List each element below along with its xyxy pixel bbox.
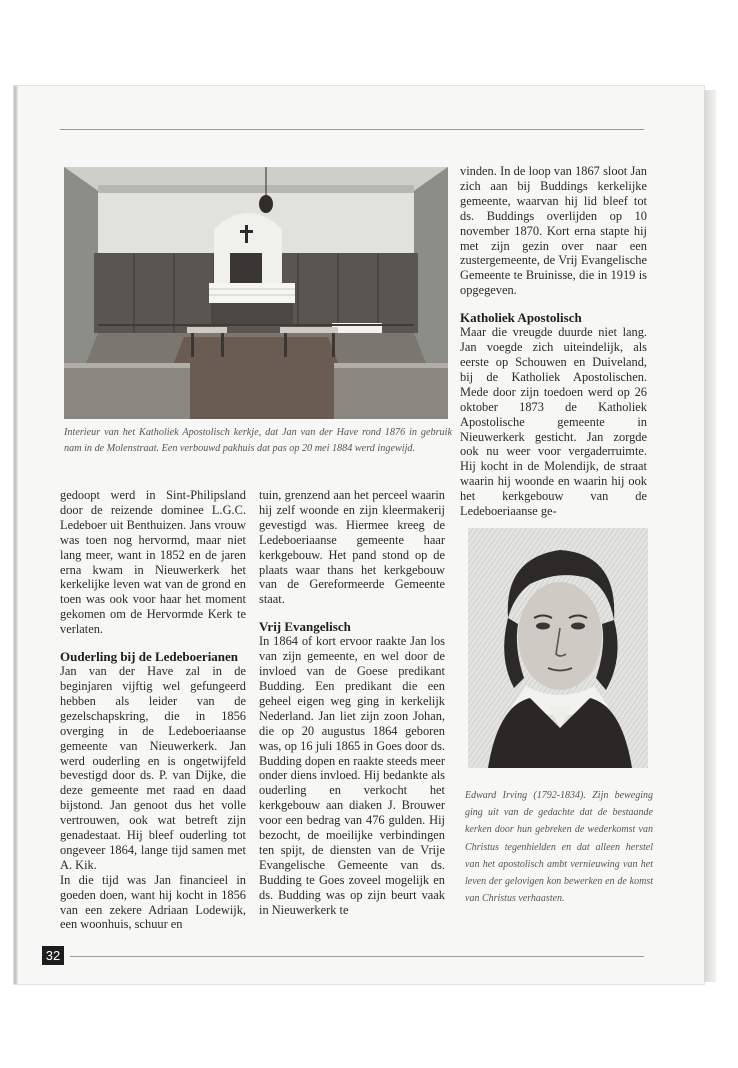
paragraph: Jan van der Have zal in de beginjaren vijftig wel gefungeerd hebben als leider van de gezelschapskring, die in 1856 overging in de Ledeboeriaanse gemeente van Nieuwerkerk. Jan werd ouderling en is ongetwijfeld bevestigd door ds. P. van Dijke, die deze gemeente met raad en daad bijstond. Jan genoot dus het volle vertrouwen, ook wat betreft zijn genadestaat. Hij bleef ouderling tot ongeveer 1864, lange tijd samen met A. Kik. [60, 664, 246, 872]
paragraph: vinden. In de loop van 1867 sloot Jan zich aan bij Buddings kerkelijke gemeente, waarvan hij lid bleef tot ds. Buddings overlijden op 10 november 1870. Kort erna stapte hij met zijn gezin over naar een zustergemeente, de Vrij Evangelische Gemeente te Bruinisse, die in 1919 is opgegeven. [460, 164, 647, 298]
paragraph: In die tijd was Jan financieel in goeden doen, want hij kocht in 1856 van een zekere Adriaan Lodewijk, een woonhuis, schuur en [60, 872, 246, 932]
church-interior-photo [64, 167, 448, 419]
text-column-3 [460, 164, 647, 519]
text-column-1 [60, 488, 246, 932]
page-edge [704, 90, 716, 982]
page-spine [14, 86, 18, 984]
section-heading: Katholiek Apostolisch [460, 310, 582, 326]
edward-irving-portrait [468, 528, 648, 768]
paragraph: gedoopt werd in Sint-Philipsland door de reizende dominee L.G.C. Ledeboer uit Benthuizen. Jans vrouw was toen nog hervormd, maar niet lang meer, want in 1852 en de jaren erna kwam in Nieuwerkerk het kerkelijke leven wat van de grond en toen was ook voor haar het moment gekomen om de Hervormde Kerk te verlaten. [60, 488, 246, 637]
top-rule [60, 129, 644, 130]
portrait-caption: Edward Irving (1792-1834). Zijn beweging ging uit van de gedachte dat de bestaande kerken door hun gebreken de wederkomst van Christus tegenhielden en dat alleen herstel van het apostolisch ambt vernieuwing van het leven der gelovigen kon bewerken en de komst van Christus verhaasten. [465, 790, 653, 905]
page-number: 32 [42, 946, 64, 965]
bottom-rule [70, 956, 644, 957]
section-heading: Vrij Evangelisch [259, 619, 351, 635]
paragraph: tuin, grenzend aan het perceel waarin hij zelf woonde en zijn kleermakerij gevestigd was. Hiermee kreeg de Ledeboeriaanse gemeente haar kerkgebouw. Het pand stond op de plaats waar thans het kerkgebouw van de Gereformeerde Gemeente staat. [259, 488, 445, 607]
section-heading: Ouderling bij de Ledeboerianen [60, 649, 239, 665]
paragraph: In 1864 of kort ervoor raakte Jan los van zijn gemeente, en wel door de invloed van de Goese predikant Budding. Een predikant die een geheel eigen weg ging in kerkelijk Nederland. Jan liet zijn zoon Johan, die op 20 augustus 1864 geboren was, op 16 juli 1865 in Goes door ds. Budding dopen en raakte steeds meer onder diens invloed. Hij bedankte als ouderling en verkocht het kerkgebouw aan diaken J. Brouwer voor een bedrag van 476 gulden. Hij bezocht, de moeilijke verbindingen ten spijt, de diensten van de Vrije Evangelische Gemeente van ds. Budding te Goes zoveel mogelijk en ds. Budding was op zijn beurt vaak in Nieuwerkerk te [259, 634, 445, 917]
text-column-2 [259, 488, 445, 917]
paragraph: Maar die vreugde duurde niet lang. Jan voegde zich uiteindelijk, als eerste op Schouwen en Duiveland, bij de Katholiek Apostolischen. Mede door zijn toedoen werd op 26 oktober 1873 de Katholiek Apostolische gemeente in Nieuwerkerk gesticht. Jan zorgde ook nu weer voor vergaderruimte. Hij kocht in de Molendijk, de straat waarin hij woonde en waarin hij ook het kerkgebouw van de Ledeboeriaanse ge- [460, 325, 647, 519]
photo-caption: Interieur van het Katholiek Apostolisch kerkje, dat Jan van der Have rond 1876 in gebruik nam in de Molenstraat. Een verbouwd pakhuis dat pas op 20 mei 1884 werd ingewijd. [64, 427, 452, 454]
